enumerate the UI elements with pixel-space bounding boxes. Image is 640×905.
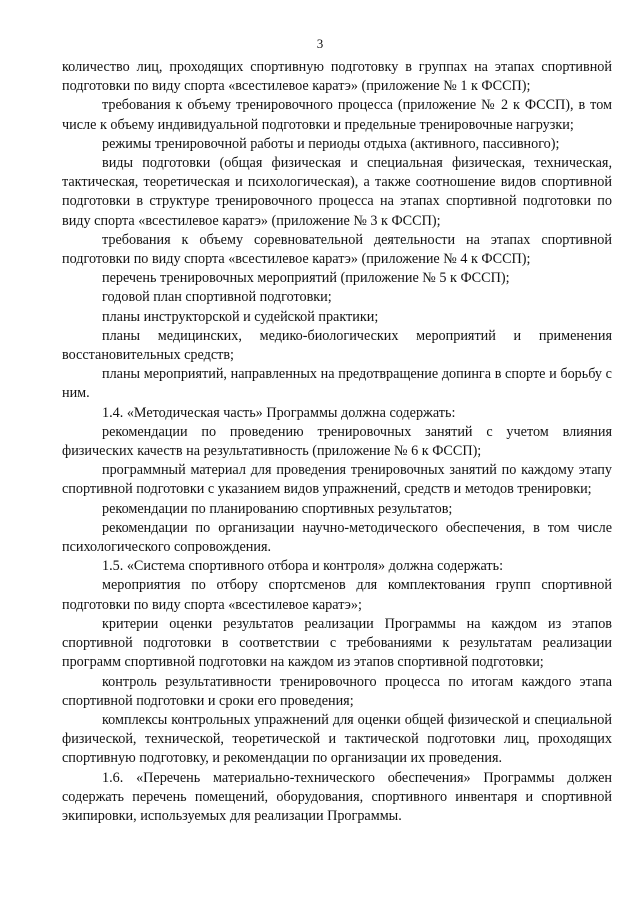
paragraph: рекомендации по организации научно-методического обеспечения, в том числе психологического сопровождения. <box>62 519 612 556</box>
paragraph: программный материал для проведения тренировочных занятий по каждому этапу спортивной подготовки с указанием видов упражнений, средств и методов тренировки; <box>62 462 612 498</box>
paragraph: требования к объему соревновательной деятельности на этапах спортивной подготовки по виду спорта «всестилевое каратэ» (приложение № 4 к ФССП); <box>62 231 612 268</box>
paragraph: планы инструкторской и судейской практики; <box>102 308 379 325</box>
paragraph: виды подготовки (общая физическая и специальная физическая, техническая, тактическая, теоретическая и психологическая), а также соотношение видов спортивной подготовки в структуре тренировочного процесса на этапах спортивной подготовки по виду спорта «всестилевое каратэ» (приложение № 3 к ФССП); <box>62 155 612 229</box>
paragraph: планы медицинских, медико-биологических мероприятий и применения восстановительных средств; <box>62 327 612 364</box>
paragraph: требования к объему тренировочного процесса (приложение № 2 к ФССП), в том числе к объему индивидуальной подготовки и предельные тренировочные нагрузки; <box>62 97 612 133</box>
paragraph: мероприятия по отбору спортсменов для комплектования групп спортивной подготовки по виду спорта «всестилевое каратэ»; <box>62 577 612 613</box>
paragraph: перечень тренировочных мероприятий (приложение № 5 к ФССП); <box>102 270 510 287</box>
paragraph: контроль результативности тренировочного процесса по итогам каждого этапа спортивной подготовки и сроки его проведения; <box>62 673 612 709</box>
document-body <box>62 58 612 826</box>
section-heading: 1.6. «Перечень материально-технического обеспечения» Программы должен содержать перечень помещений, оборудования, спортивного инвентаря и спортивной экипировки, используемых для реализации Программы. <box>62 769 612 824</box>
paragraph: количество лиц, проходящих спортивную подготовку в группах на этапах спортивной подготовки по виду спорта «всестилевое каратэ» (приложение № 1 к ФССП); <box>62 59 612 95</box>
section-heading: 1.5. «Система спортивного отбора и контроля» должна содержать: <box>102 558 504 575</box>
page-number: 3 <box>316 36 324 51</box>
paragraph: рекомендации по проведению тренировочных занятий с учетом влияния физических качеств на результативность (приложение № 6 к ФССП); <box>62 423 612 460</box>
paragraph: комплексы контрольных упражнений для оценки общей физической и специальной физической, технической, теоретической и тактической подготовки лиц, проходящих спортивную подготовку, и рекомендации по организации их проведения. <box>62 711 612 767</box>
paragraph: планы мероприятий, направленных на предотвращение допинга в спорте и борьбу с ним. <box>62 366 612 402</box>
paragraph: рекомендации по планированию спортивных результатов; <box>102 500 453 517</box>
paragraph: критерии оценки результатов реализации Программы на каждом из этапов спортивной подготовки в соответствии с требованиями к результатам реализации программ спортивной подготовки на каждом из этапов спортивной подготовки; <box>62 615 612 671</box>
section-heading: 1.4. «Методическая часть» Программы должна содержать: <box>102 404 456 421</box>
paragraph: годовой план спортивной подготовки; <box>102 289 332 306</box>
paragraph: режимы тренировочной работы и периоды отдыха (активного, пассивного); <box>102 135 560 152</box>
